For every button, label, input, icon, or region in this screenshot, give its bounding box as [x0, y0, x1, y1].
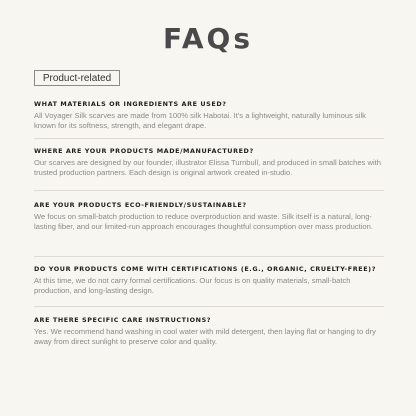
faq-item-materials [34, 100, 384, 131]
faq-question: ARE YOUR PRODUCTS ECO-FRIENDLY/SUSTAINABLE? [34, 201, 247, 209]
divider [34, 190, 384, 191]
divider [34, 138, 384, 139]
faq-question: WHAT MATERIALS OR INGREDIENTS ARE USED? [34, 100, 227, 108]
faq-answer: Yes. We recommend hand washing in cool water with mild detergent, then laying flat or hanging to dry away from direct sunlight to preserve color and quality. [34, 327, 376, 346]
faq-question: ARE THERE SPECIFIC CARE INSTRUCTIONS? [34, 316, 212, 324]
faq-question: DO YOUR PRODUCTS COME WITH CERTIFICATIONS (E.G., ORGANIC, CRUELTY-FREE)? [34, 265, 376, 273]
faq-answer: All Voyager Silk scarves are made from 100% silk Habotai. It's a lightweight, naturally luminous silk known for its softness, strength, and elegant drape. [34, 111, 366, 130]
page-title: FAQs [162, 22, 254, 55]
divider [34, 256, 384, 257]
divider [34, 306, 384, 307]
faq-item-sustainability [34, 201, 384, 232]
faq-question: WHERE ARE YOUR PRODUCTS MADE/MANUFACTURED? [34, 147, 254, 155]
tab-product-related[interactable]: Product-related [34, 70, 120, 86]
faq-answer: Our scarves are designed by our founder, illustrator Elissa Turnbull, and produced in small batches with trusted production partners. Each design is original artwork created in-studio. [34, 158, 381, 177]
faq-answer: We focus on small-batch production to reduce overproduction and waste. Silk itself is a natural, long-lasting fiber, and our limited-run approach encourages thoughtful consumption over mass production. [34, 212, 373, 231]
faq-item-certifications [34, 265, 384, 296]
faq-item-care [34, 316, 384, 347]
faq-item-manufacturing [34, 147, 384, 178]
faq-answer: At this time, we do not carry formal certifications. Our focus is on quality materials, small-batch production, and long-lasting design. [34, 276, 351, 295]
